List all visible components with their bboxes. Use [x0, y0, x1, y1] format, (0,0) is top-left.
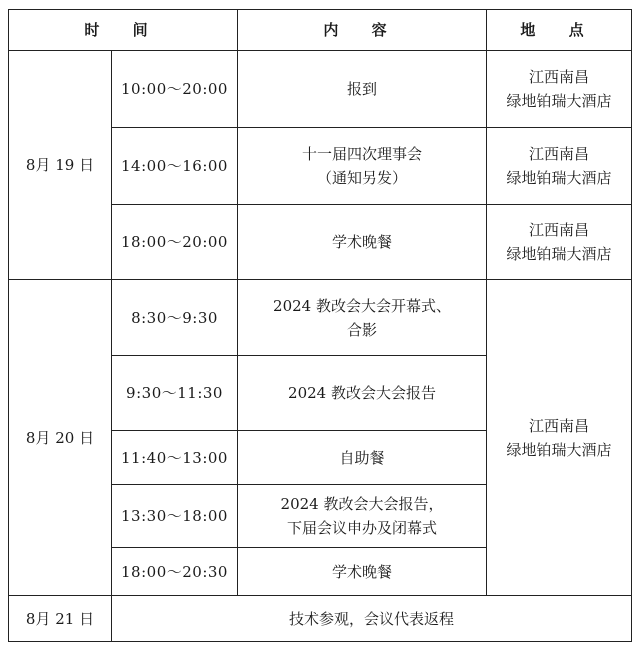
time-cell: 10:00～20:00: [112, 51, 238, 128]
content-cell: 十一届四次理事会 （通知另发）: [238, 128, 487, 205]
date-cell: 8月 21 日: [9, 596, 112, 642]
header-location: 地 点: [487, 10, 632, 51]
date-cell: 8月 20 日: [9, 280, 112, 596]
location-cell: 江西南昌 绿地铂瑞大酒店: [487, 128, 632, 205]
time-cell: 18:00～20:30: [112, 548, 238, 596]
date-cell: 8月 19 日: [9, 51, 112, 280]
content-cell: 学术晚餐: [238, 205, 487, 280]
time-cell: 14:00～16:00: [112, 128, 238, 205]
schedule-table: [8, 9, 632, 642]
location-cell: 江西南昌 绿地铂瑞大酒店: [487, 205, 632, 280]
time-cell: 13:30～18:00: [112, 485, 238, 548]
time-cell: 8:30～9:30: [112, 280, 238, 356]
content-cell: 2024 教改会大会报告: [238, 356, 487, 431]
content-cell: 自助餐: [238, 431, 487, 485]
content-cell: 技术参观，会议代表返程: [112, 596, 632, 642]
content-cell: 报到: [238, 51, 487, 128]
header-content: 内 容: [238, 10, 487, 51]
time-cell: 18:00～20:00: [112, 205, 238, 280]
time-cell: 9:30～11:30: [112, 356, 238, 431]
header-row: [9, 10, 632, 51]
location-cell: 江西南昌 绿地铂瑞大酒店: [487, 280, 632, 596]
location-cell: 江西南昌 绿地铂瑞大酒店: [487, 51, 632, 128]
table-row: [9, 596, 632, 642]
time-cell: 11:40～13:00: [112, 431, 238, 485]
table-row: [9, 280, 632, 356]
content-cell: 2024 教改会大会开幕式、 合影: [238, 280, 487, 356]
header-time: 时 间: [9, 10, 238, 51]
content-cell: 学术晚餐: [238, 548, 487, 596]
content-cell: 2024 教改会大会报告， 下届会议申办及闭幕式: [238, 485, 487, 548]
table-row: [9, 51, 632, 128]
